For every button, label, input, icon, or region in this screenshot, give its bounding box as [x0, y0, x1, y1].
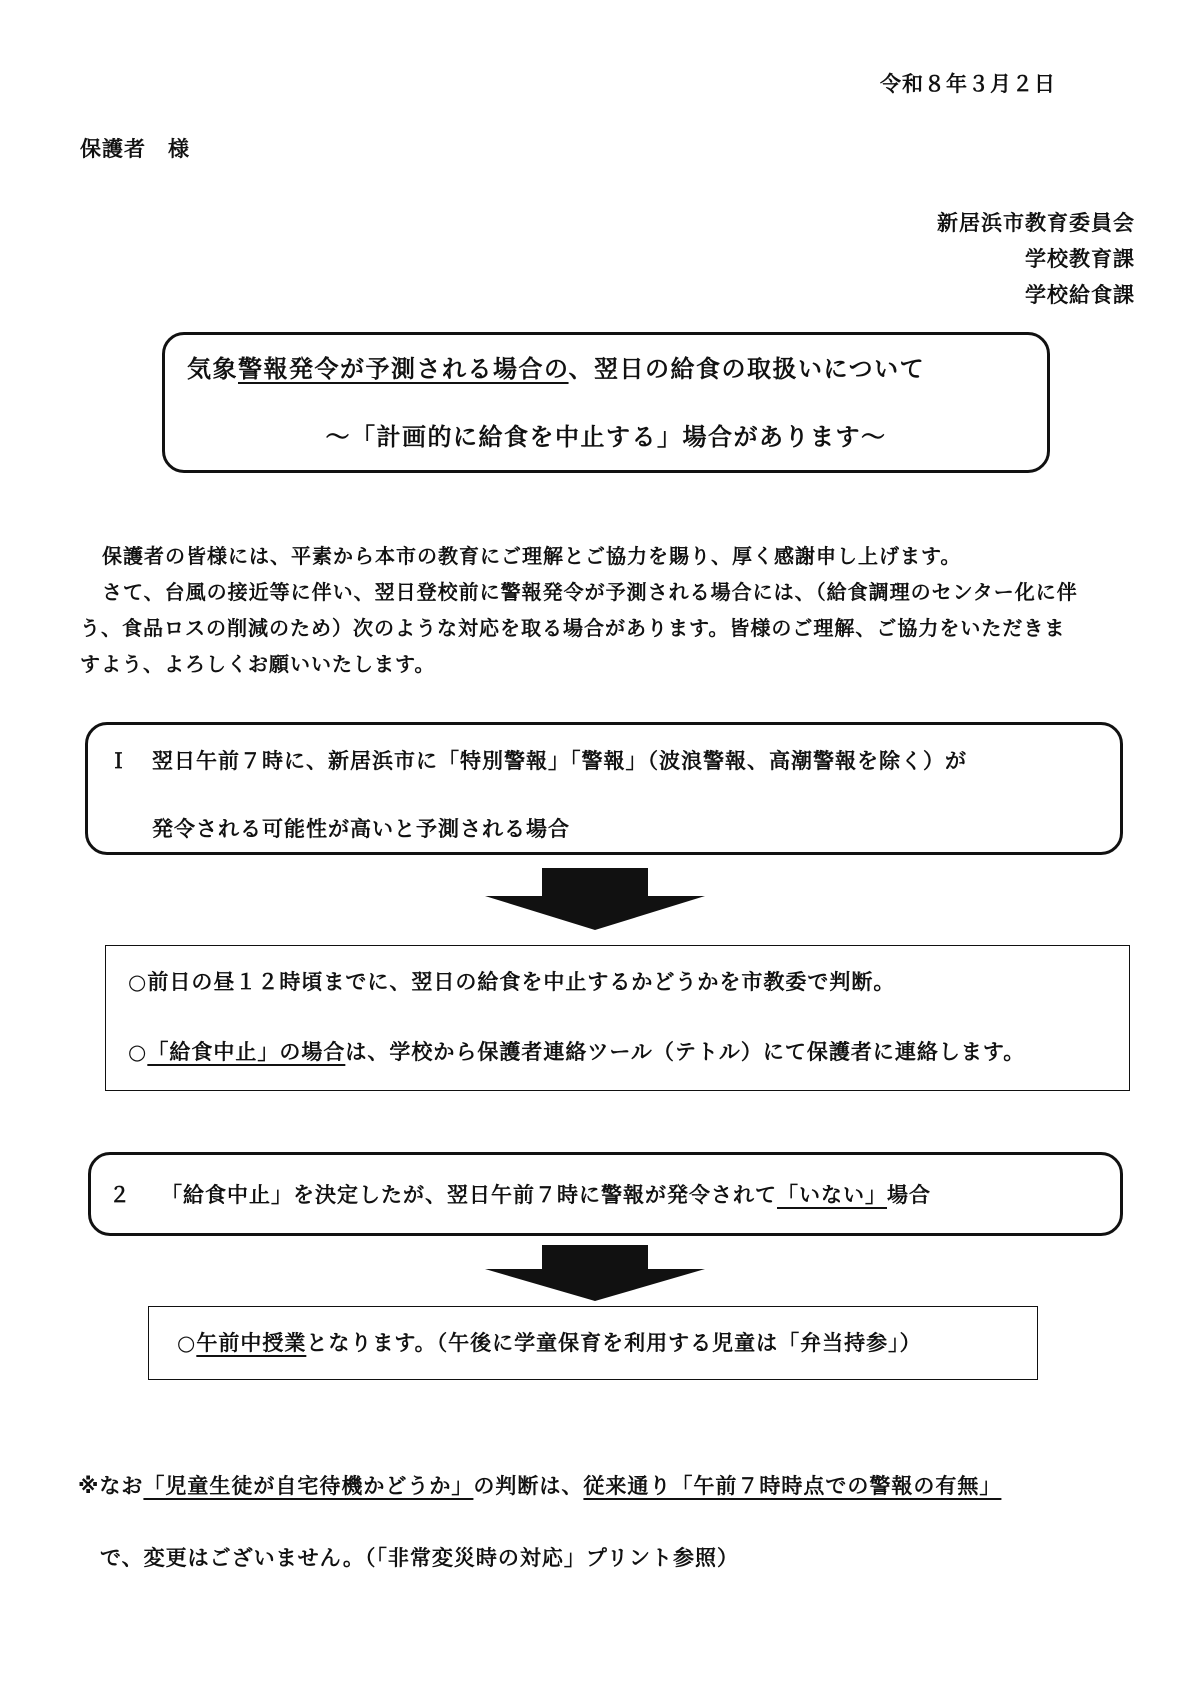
note-line1: ※なお「児童生徒が自宅待機かどうか」の判断は、従来通り「午前７時時点での警報の有無」: [78, 1474, 1002, 1498]
intro-line: さて、台風の接近等に伴い、翌日登校前に警報発令が予測される場合には、（給食調理のセンター化に伴: [102, 580, 1078, 604]
sender-block: [937, 205, 1135, 313]
down-arrow-icon: [485, 1245, 705, 1301]
note-underlined: 「児童生徒が自宅待機かどうか」: [143, 1474, 474, 1498]
sender-line: 新居浜市教育委員会: [937, 211, 1135, 235]
case1-line1: 翌日午前７時に、新居浜市に「特別警報」「警報」（波浪警報、高潮警報を除く）が: [152, 749, 967, 773]
title-line1: 気象警報発令が予測される場合の、翌日の給食の取扱いについて: [187, 355, 926, 383]
result2-box: [148, 1306, 1038, 1380]
title-line2: ～「計画的に給食を中止する」場合があります～: [325, 423, 887, 451]
intro-line: う、食品ロスの削減のため）次のような対応を取る場合があります。皆様のご理解、ご協力をいただきま: [80, 616, 1066, 640]
case2-number: ２: [109, 1183, 131, 1207]
result2-text: ○午前中授業となります。（午後に学童保育を利用する児童は「弁当持参」）: [177, 1331, 922, 1355]
case1-box: [85, 722, 1123, 855]
result1-underlined: 「給食中止」の場合: [147, 1040, 346, 1064]
sender-line: 学校教育課: [1025, 247, 1135, 271]
down-arrow-icon: [485, 868, 705, 930]
date: 令和８年３月２日: [880, 72, 1056, 96]
result2-underlined: 午前中授業: [196, 1331, 307, 1355]
result1-line1: ○前日の昼１２時頃までに、翌日の給食を中止するかどうかを市教委で判断。: [128, 970, 896, 994]
result1-box: [105, 945, 1130, 1091]
case2-text: 「給食中止」を決定したが、翌日午前７時に警報が発令されて「いない」場合: [161, 1183, 931, 1207]
intro-paragraph: [80, 538, 1140, 682]
case2-box: [88, 1152, 1123, 1236]
note-underlined: 従来通り「午前７時時点での警報の有無」: [583, 1474, 1002, 1498]
intro-line: すよう、よろしくお願いいたします。: [80, 652, 436, 676]
sender-line: 学校給食課: [1025, 283, 1135, 307]
title-box: [162, 332, 1050, 473]
case1-line2: 発令される可能性が高いと予測される場合: [152, 817, 570, 841]
note-line2: で、変更はございません。（「非常変災時の対応」プリント参照）: [100, 1546, 739, 1570]
result1-line2: ○「給食中止」の場合は、学校から保護者連絡ツール（テトル）にて保護者に連絡します。: [128, 1040, 1026, 1064]
case1-number: Ｉ: [108, 749, 130, 773]
case2-underlined: 「いない」: [777, 1183, 887, 1207]
intro-line: 保護者の皆様には、平素から本市の教育にご理解とご協力を賜り、厚く感謝申し上げます。: [102, 544, 962, 568]
addressee: 保護者 様: [80, 137, 190, 161]
title-underlined: 警報発令が予測される場合の: [238, 355, 569, 383]
